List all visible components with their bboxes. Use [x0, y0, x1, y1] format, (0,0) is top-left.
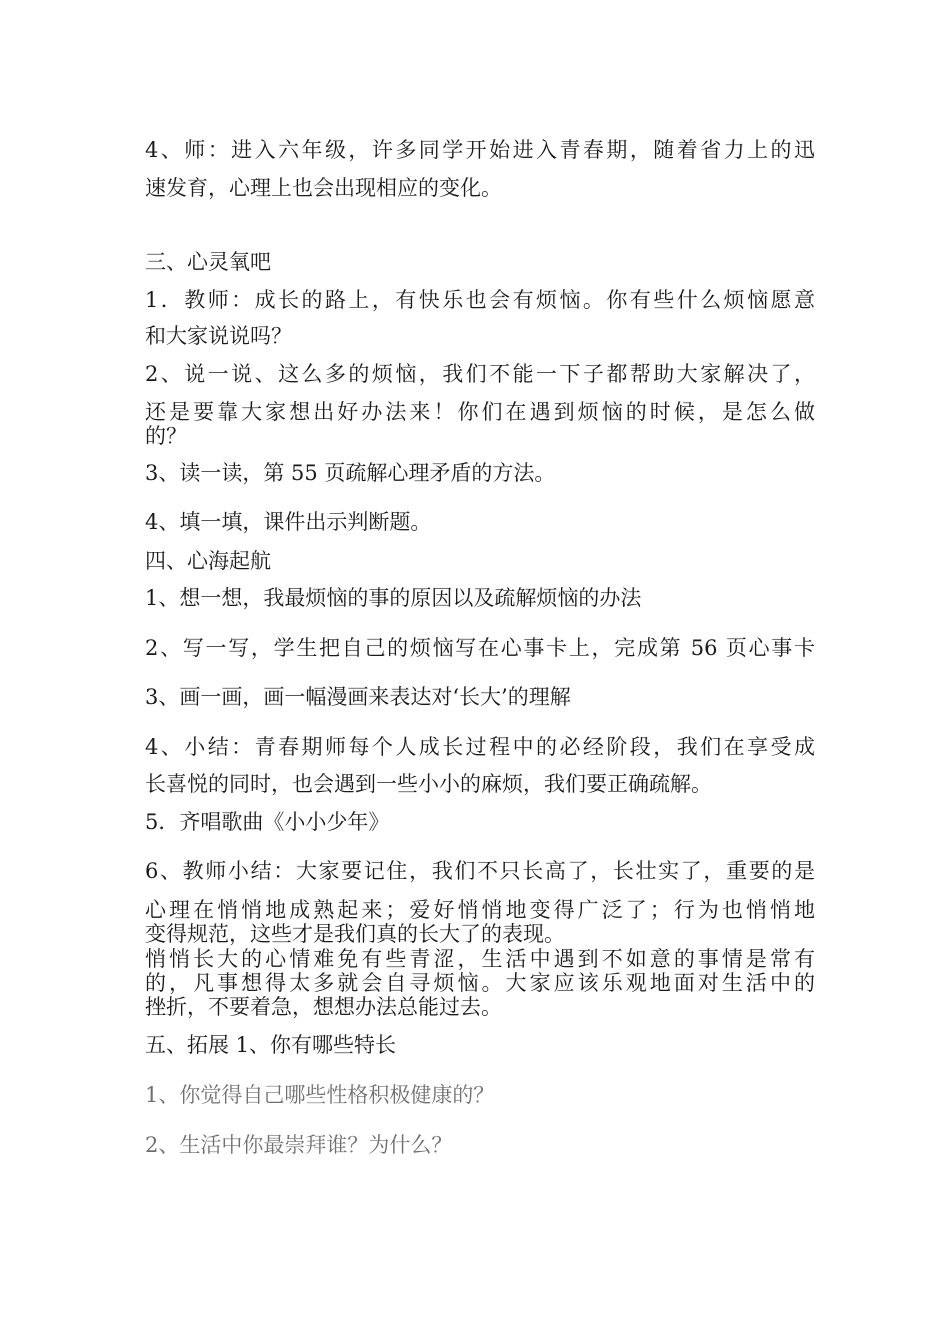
text-line: 4、师：进入六年级，许多同学开始进入青春期，随着省力上的迅	[145, 138, 815, 162]
text-line: 长喜悦的同时，也会遇到一些小小的麻烦，我们要正确疏解。	[145, 772, 712, 796]
text-line: 4、填一填，课件出示判断题。	[145, 510, 432, 534]
text-line: 2、写一写，学生把自己的烦恼写在心事卡上，完成第 56 页心事卡	[145, 636, 815, 660]
text-line: 5．齐唱歌曲《小小少年》	[145, 810, 390, 834]
text-line: 的，凡事想得太多就会自寻烦恼。大家应该乐观地面对生活中的	[145, 971, 815, 995]
text-line: 1．教师：成长的路上，有快乐也会有烦恼。你有些什么烦恼愿意	[145, 288, 815, 312]
text-line: 变得规范，这些才是我们真的长大了的表现。	[145, 922, 565, 946]
text-line: 心理在悄悄地成熟起来；爱好悄悄地变得广泛了；行为也悄悄地	[145, 898, 815, 922]
question-line: 2、生活中你最崇拜谁？为什么？	[145, 1133, 453, 1157]
text-line: 挫折，不要着急，想想办法总能过去。	[145, 995, 502, 1019]
text-line: 6、教师小结：大家要记住，我们不只长高了，长壮实了，重要的是	[145, 859, 815, 883]
section-heading: 四、心海起航	[145, 549, 271, 573]
text-line: 1、想一想，我最烦恼的事的原因以及疏解烦恼的办法	[145, 586, 642, 610]
text-line: 悄悄长大的心情难免有些青涩，生活中遇到不如意的事情是常有	[145, 947, 815, 971]
text-line: 的？	[145, 424, 187, 448]
text-line: 和大家说说吗？	[145, 324, 292, 348]
text-line: 4、小结：青春期师每个人成长过程中的必经阶段，我们在享受成	[145, 735, 815, 759]
question-line: 1、你觉得自己哪些性格积极健康的？	[145, 1083, 495, 1107]
text-line: 速发育，心理上也会出现相应的变化。	[145, 176, 502, 200]
section-heading: 五、拓展 1、你有哪些特长	[145, 1033, 397, 1057]
text-line: 3、读一读，第 55 页疏解心理矛盾的方法。	[145, 461, 556, 485]
text-line: 3、画一画，画一幅漫画来表达对‘长大’的理解	[145, 685, 571, 709]
text-line: 还是要靠大家想出好办法来！你们在遇到烦恼的时候，是怎么做	[145, 400, 815, 424]
text-line: 2、说一说、这么多的烦恼，我们不能一下子都帮助大家解决了，	[145, 362, 815, 386]
section-heading: 三、心灵氧吧	[145, 250, 271, 274]
